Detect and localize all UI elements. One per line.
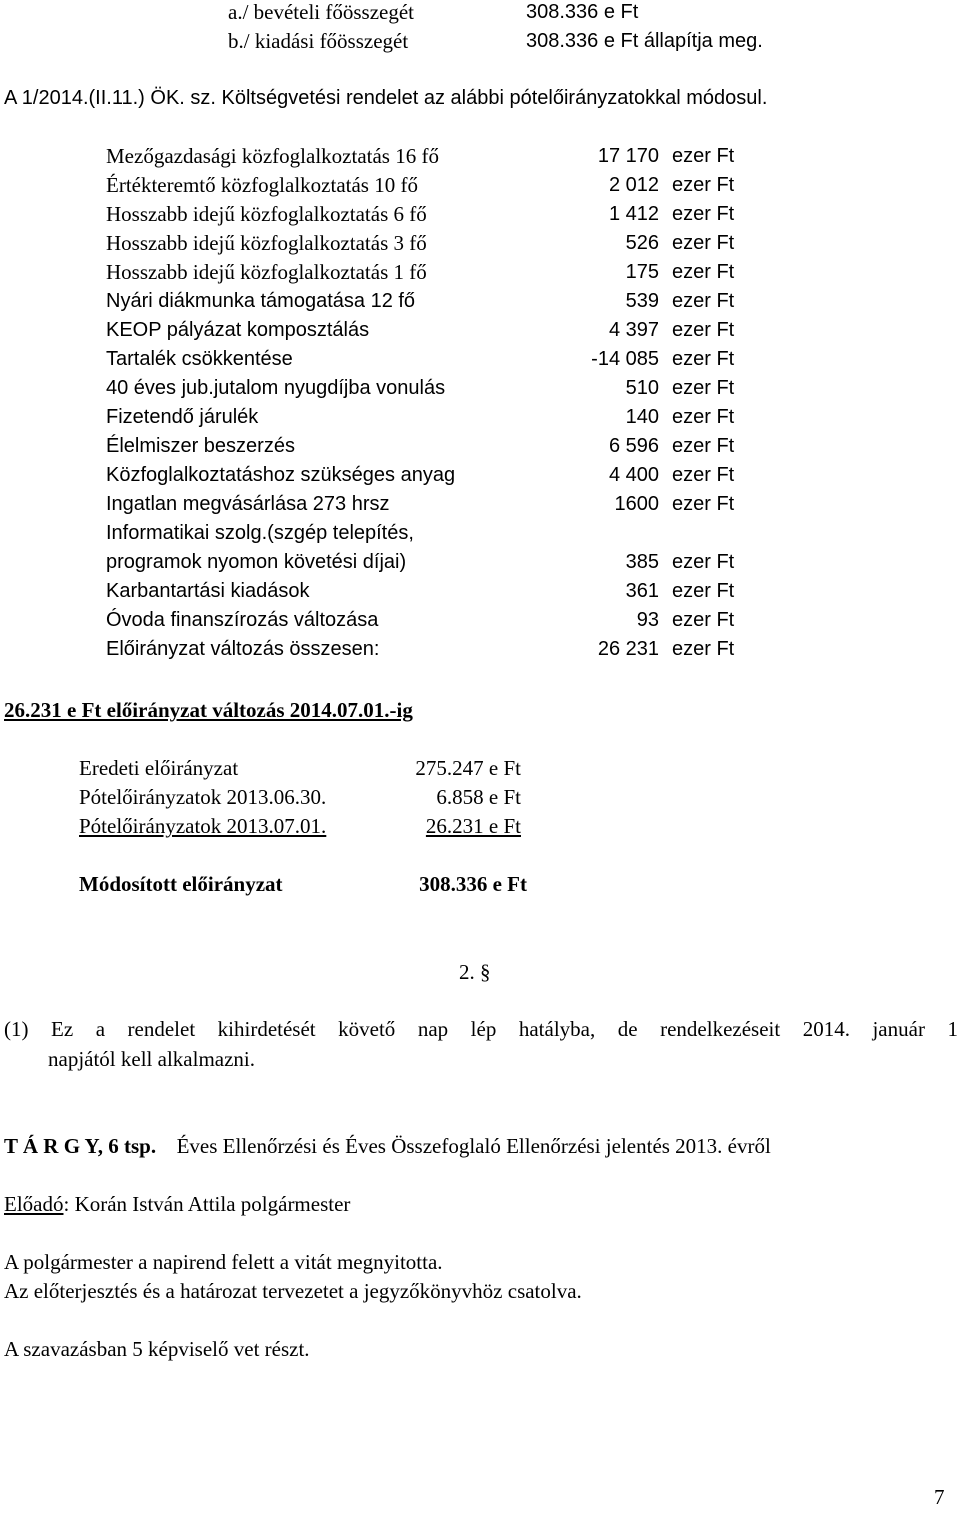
original-appropriation-amount: 6.858 e Ft <box>436 785 521 809</box>
modification-label: Tartalék csökkentése <box>106 348 293 370</box>
paragraph-word: követő <box>338 1017 396 1041</box>
modification-amount: 4 397 <box>608 319 659 341</box>
revenue-total-value: 308.336 e Ft <box>526 1 639 23</box>
modification-unit: ezer Ft <box>672 551 735 573</box>
modification-unit: ezer Ft <box>672 638 735 660</box>
modification-unit: ezer Ft <box>672 406 735 428</box>
modification-unit: ezer Ft <box>672 609 735 631</box>
modification-label: Mezőgazdasági közfoglalkoztatás 16 fő <box>106 144 439 168</box>
modification-label: Hosszabb idejű közfoglalkoztatás 6 fő <box>106 202 427 226</box>
attachments-note: Az előterjesztés és a határozat tervezetet a jegyzőkönyvhöz csatolva. <box>4 1279 582 1303</box>
modification-label: 40 éves jub.jutalom nyugdíjba vonulás <box>106 377 446 399</box>
original-appropriation-amount: 275.247 e Ft <box>415 756 521 780</box>
section-number: 2. § <box>459 960 491 984</box>
modified-appropriation-label: Módosított előirányzat <box>79 872 283 896</box>
original-appropriation-label: Pótelőirányzatok 2013.07.01. <box>79 814 327 838</box>
modification-label: Nyári diákmunka támogatása 12 fő <box>106 290 416 312</box>
modification-amount: 1600 <box>614 493 659 515</box>
modification-unit: ezer Ft <box>672 580 735 602</box>
modification-label: KEOP pályázat komposztálás <box>106 319 370 341</box>
modification-label: Hosszabb idejű közfoglalkoztatás 1 fő <box>106 260 427 284</box>
modification-amount: 385 <box>625 551 659 573</box>
modification-amount: 2 012 <box>608 174 659 196</box>
modification-unit: ezer Ft <box>672 319 735 341</box>
modification-amount: -14 085 <box>591 348 659 370</box>
modification-unit: ezer Ft <box>672 232 735 254</box>
expense-total-value: 308.336 e Ft állapítja meg. <box>526 30 763 52</box>
modification-amount: 93 <box>636 609 659 631</box>
modification-label: Közfoglalkoztatáshoz szükséges anyag <box>106 464 456 486</box>
modification-label: Előirányzat változás összesen: <box>106 638 380 660</box>
paragraph-word: kihirdetését <box>217 1017 316 1041</box>
change-heading: 26.231 e Ft előirányzat változás 2014.07.01.-ig <box>4 698 413 722</box>
modification-unit: ezer Ft <box>672 493 735 515</box>
effective-paragraph-line-1 <box>4 1019 958 1040</box>
modification-amount: 140 <box>625 406 659 428</box>
paragraph-word: (1) <box>4 1017 29 1041</box>
original-appropriation-amount: 26.231 e Ft <box>425 814 521 838</box>
modification-amount: 510 <box>625 377 659 399</box>
modification-label: programok nyomon követési díjai) <box>106 551 407 573</box>
page-number: 7 <box>934 1485 945 1509</box>
modification-label: Óvoda finanszírozás változása <box>106 609 379 631</box>
modified-appropriation-row <box>79 874 527 900</box>
modification-unit: ezer Ft <box>672 145 735 167</box>
modification-amount: 361 <box>625 580 659 602</box>
discussion-opened: A polgármester a napirend felett a vitát megnyitotta. <box>4 1250 443 1274</box>
modification-label: Ingatlan megvásárlása 273 hrsz <box>106 493 390 515</box>
vote-participation: A szavazásban 5 képviselő vet részt. <box>4 1337 310 1361</box>
paragraph-word: 2014. <box>802 1017 850 1041</box>
agenda-item <box>4 1136 771 1157</box>
modification-amount: 1 412 <box>608 203 659 225</box>
modification-amount: 6 596 <box>608 435 659 457</box>
presenter-label: Előadó <box>4 1192 64 1216</box>
modification-amount: 526 <box>625 232 659 254</box>
revenue-total-label: a./ bevételi főösszegét <box>228 0 415 24</box>
paragraph-word: rendelkezéseit <box>660 1017 781 1041</box>
modification-amount: 17 170 <box>597 145 659 167</box>
agenda-subject: Éves Ellenőrzési és Éves Összefoglaló Ellenőrzési jelentés 2013. évről <box>176 1134 771 1158</box>
modification-unit: ezer Ft <box>672 203 735 225</box>
paragraph-word: Ez <box>51 1017 74 1041</box>
agenda-label: T Á R G Y, 6 tsp. <box>4 1134 157 1158</box>
effective-paragraph-line-2: napjától kell alkalmazni. <box>48 1047 256 1071</box>
modification-amount: 26 231 <box>597 638 659 660</box>
paragraph-word: 1 <box>947 1017 958 1041</box>
presenter-name: : Korán István Attila polgármester <box>63 1192 351 1216</box>
modified-appropriation-amount: 308.336 e Ft <box>419 872 527 896</box>
modification-unit: ezer Ft <box>672 464 735 486</box>
modification-label: Informatikai szolg.(szgép telepítés, <box>106 522 414 544</box>
paragraph-word: nap <box>417 1017 449 1041</box>
paragraph-word: január <box>872 1017 925 1041</box>
modification-unit: ezer Ft <box>672 261 735 283</box>
paragraph-word: hatályba, <box>518 1017 596 1041</box>
modification-unit: ezer Ft <box>672 377 735 399</box>
original-appropriation-row <box>0 787 960 816</box>
modification-unit: ezer Ft <box>672 174 735 196</box>
amendment-intro: A 1/2014.(II.11.) ÖK. sz. Költségvetési rendelet az alábbi pótelőirányzatokkal módosul. <box>4 87 768 109</box>
expense-total-label: b./ kiadási főösszegét <box>228 29 409 53</box>
paragraph-word: de <box>617 1017 638 1041</box>
modification-label: Hosszabb idejű közfoglalkoztatás 3 fő <box>106 231 427 255</box>
original-appropriation-label: Eredeti előirányzat <box>79 756 239 780</box>
modification-amount: 4 400 <box>608 464 659 486</box>
paragraph-word: rendelet <box>127 1017 196 1041</box>
modification-amount: 539 <box>625 290 659 312</box>
modification-amount: 175 <box>625 261 659 283</box>
original-appropriation-label: Pótelőirányzatok 2013.06.30. <box>79 785 327 809</box>
original-appropriation-row <box>0 816 960 845</box>
modification-label: Élelmiszer beszerzés <box>106 435 295 457</box>
paragraph-word: a <box>95 1017 106 1041</box>
presenter-line <box>4 1194 350 1215</box>
modification-unit: ezer Ft <box>672 348 735 370</box>
modification-label: Értékteremtő közfoglalkoztatás 10 fő <box>106 173 418 197</box>
modification-unit: ezer Ft <box>672 290 735 312</box>
paragraph-word: lép <box>470 1017 497 1041</box>
modification-label: Fizetendő járulék <box>106 406 259 428</box>
modification-unit: ezer Ft <box>672 435 735 457</box>
original-appropriation-row <box>0 758 960 787</box>
modification-label: Karbantartási kiadások <box>106 580 310 602</box>
